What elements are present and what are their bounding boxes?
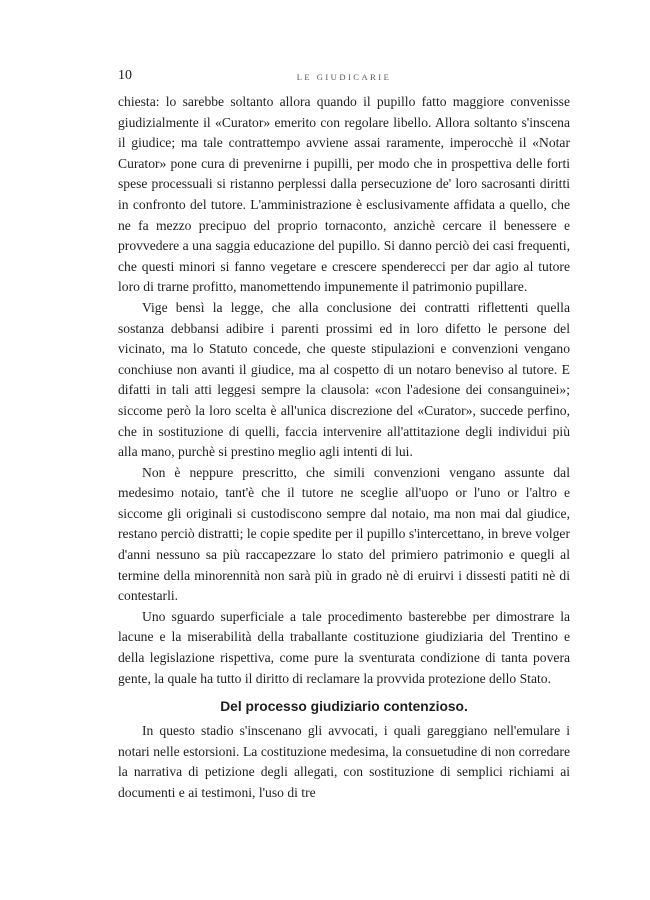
page-body	[118, 92, 570, 804]
page-number: 10	[118, 68, 132, 83]
paragraph: In questo stadio s'inscenano gli avvocati, i quali gareggiano nell'emulare i notari nelle estorsioni. La costituzione medesima, la consuetudine di non corredare la narrativa di petizione degli allegati, con sostituzione di semplici richiami ai documenti e ai testimoni, l'uso di tre	[118, 723, 570, 800]
paragraph: Vige bensì la legge, che alla conclusione dei contratti riflettenti quella sostanza debbansi adibire i parenti prossimi ed in loro difetto le persone del vicinato, ma lo Statuto concede, che queste stipulazioni e convenzioni vengano conchiuse non avanti il giudice, ma al cospetto di un notaro beneviso al tutore. E difatti in tali atti leggesi sempre la clausola: «con l'adesione dei consanguinei»; siccome però la loro scelta è all'unica discrezione del «Curator», succede perfino, che in sostituzione di quelli, faccia intervenire all'attitazione degli individui più alla mano, purchè si prestino meglio agli intenti di lui.	[118, 299, 570, 460]
paragraph: Uno sguardo superficiale a tale procedimento basterebbe per dimostrare la lacune e la miserabilità della traballante costituzione giudiziaria del Trentino e della legislazione rispettiva, come pure la sventurata condizione di tanta povera gente, la quale ha tutto il diritto di reclamare la provvida protezione dello Stato.	[118, 608, 570, 686]
running-title: LE GIUDICARIE	[296, 72, 392, 82]
section-heading: Del processo giudiziario contenzioso.	[220, 699, 468, 715]
paragraph: Non è neppure prescritto, che simili convenzioni vengano assunte dal medesimo notaio, tant'è che il tutore ne sceglie all'uopo or l'uno or l'altro e siccome gli originali si custodiscono sempre dal notaio, ma non mai dal giudice, restano perciò distratti; le copie spedite per il pupillo s'intercettano, in breve volger d'anni nessuno sa più raccapezzare lo stato del primiero patrimonio e quegli al termine della minorennità non sarà più in grado nè di eruirvi i dissesti patiti nè di contestarli.	[118, 464, 570, 604]
page-header	[118, 62, 570, 86]
paragraph: chiesta: lo sarebbe soltanto allora quando il pupillo fatto maggiore convenisse giudizialmente il «Curator» emerito con regolare libello. Allora soltanto s'inscena il giudice; ma tale contrattempo avviene assai raramente, imperocchè il «Notar Curator» pone cura di prevenirne i pupilli, per modo che in prospettiva delle forti spese processuali si ristanno perplessi dalla persecuzione de' loro sacrosanti diritti in confronto del tutore. L'amministrazione è esclusivamente affidata a quello, che ne fa mezzo precipuo del proprio tornaconto, anzichè cercare il benessere e provvedere a una saggia educazione del pupillo. Si danno perciò dei casi frequenti, che questi minori si fanno vegetare e crescere spenderecci per dar agio al tutore loro di trarne profitto, manomettendo impunemente il patrimonio pupillare.	[118, 94, 570, 295]
